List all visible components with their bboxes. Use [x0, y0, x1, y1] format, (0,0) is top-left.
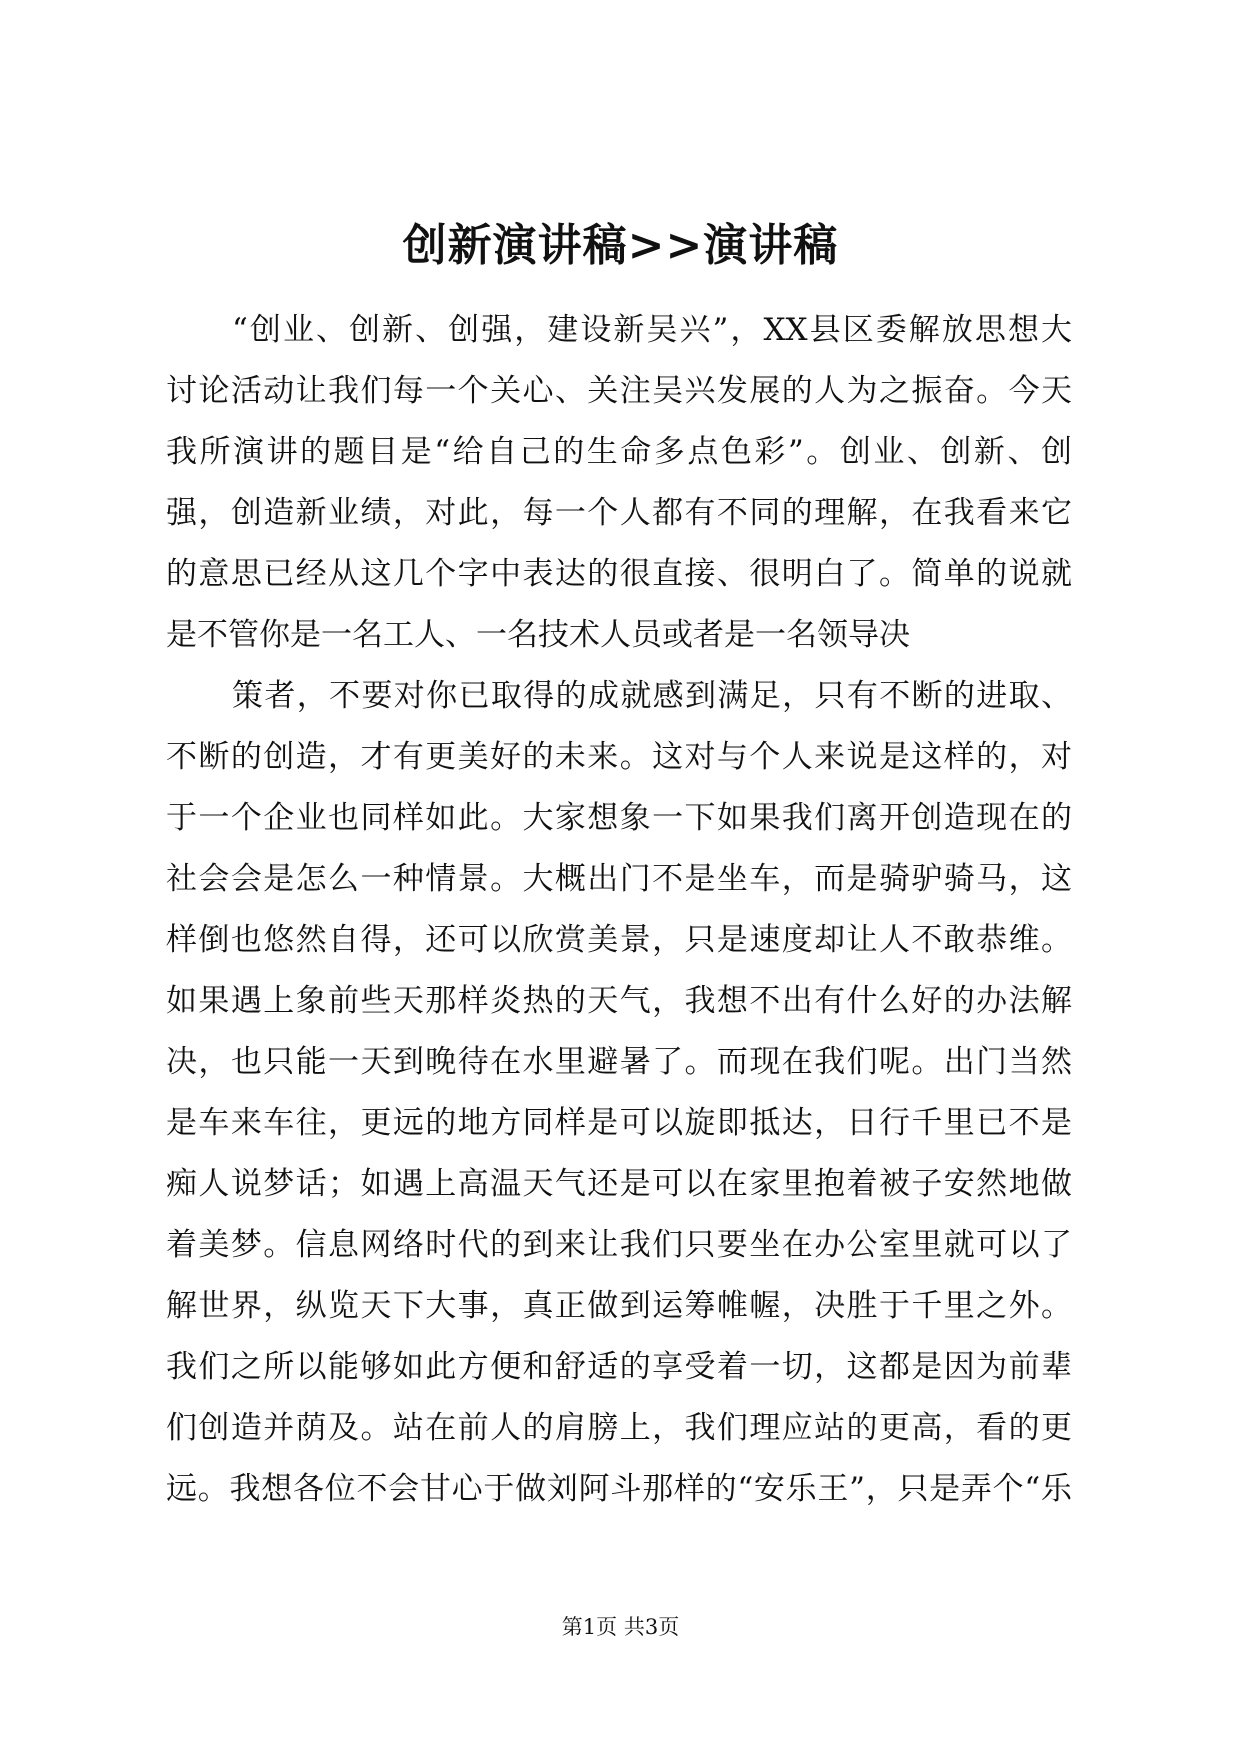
- paragraph-1-line-2: 讨论活动让我们每一个关心、关注吴兴发展的人为之振奋。今天: [166, 373, 1072, 409]
- page-number-footer: 第1页 共3页: [561, 1615, 680, 1639]
- paragraph-1-line-5: 的意思已经从这几个字中表达的很直接、很明白了。简单的说就: [166, 556, 1072, 592]
- paragraph-1-line-6: 是不管你是一名工人、一名技术人员或者是一名领导决: [166, 617, 910, 653]
- paragraph-2-line-13: 们创造并荫及。站在前人的肩膀上，我们理应站的更高，看的更: [166, 1410, 1072, 1446]
- document-title: 创新演讲稿>>演讲稿: [402, 220, 839, 271]
- paragraph-1-line-1: “创业、创新、创强，建设新吴兴”，XX县区委解放思想大: [232, 312, 1072, 348]
- paragraph-1-line-3: 我所演讲的题目是“给自己的生命多点色彩”。创业、创新、创: [166, 434, 1072, 470]
- paragraph-2-line-11: 解世界，纵览天下大事，真正做到运筹帷幄，决胜于千里之外。: [166, 1288, 1072, 1324]
- paragraph-2-line-6: 如果遇上象前些天那样炎热的天气，我想不出有什么好的办法解: [166, 983, 1072, 1019]
- paragraph-1-line-4: 强，创造新业绩，对此，每一个人都有不同的理解，在我看来它: [166, 495, 1072, 531]
- paragraph-2-line-5: 样倒也悠然自得，还可以欣赏美景，只是速度却让人不敢恭维。: [166, 922, 1072, 958]
- paragraph-2-line-7: 决，也只能一天到晚待在水里避暑了。而现在我们呢。出门当然: [166, 1044, 1072, 1080]
- paragraph-2-line-14: 远。我想各位不会甘心于做刘阿斗那样的“安乐王”，只是弄个“乐: [166, 1471, 1072, 1507]
- paragraph-2-line-2: 不断的创造，才有更美好的未来。这对与个人来说是这样的，对: [166, 739, 1072, 775]
- paragraph-2-line-10: 着美梦。信息网络时代的到来让我们只要坐在办公室里就可以了: [166, 1227, 1072, 1263]
- document-body: [166, 300, 1072, 1520]
- paragraph-2-line-1: 策者，不要对你已取得的成就感到满足，只有不断的进取、: [232, 678, 1072, 714]
- paragraph-2-line-3: 于一个企业也同样如此。大家想象一下如果我们离开创造现在的: [166, 800, 1072, 836]
- paragraph-2-line-12: 我们之所以能够如此方便和舒适的享受着一切，这都是因为前辈: [166, 1349, 1072, 1385]
- paragraph-2-line-9: 痴人说梦话；如遇上高温天气还是可以在家里抱着被子安然地做: [166, 1166, 1072, 1202]
- paragraph-2-line-4: 社会会是怎么一种情景。大概出门不是坐车，而是骑驴骑马，这: [166, 861, 1072, 897]
- paragraph-2-line-8: 是车来车往，更远的地方同样是可以旋即抵达，日行千里已不是: [166, 1105, 1072, 1141]
